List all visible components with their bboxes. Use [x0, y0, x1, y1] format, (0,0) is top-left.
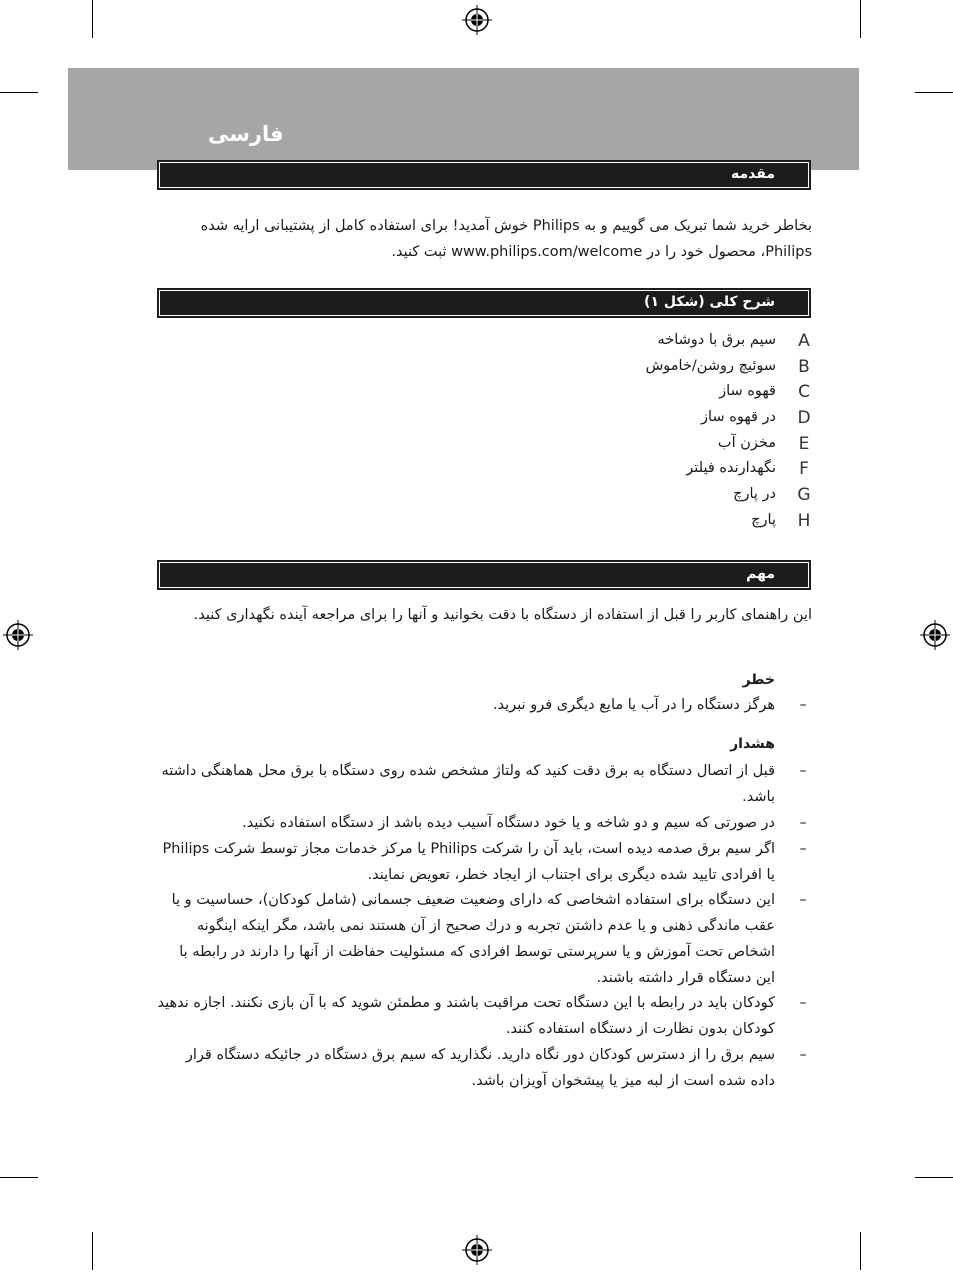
crop-mark-top-left-horizontal: [0, 92, 38, 93]
warning-item-text: قبل از اتصال دستگاه به برق دقت کنید که ولتاژ مشخص شده روی دستگاه با برق محل هماهنگی داشته باشد.: [161, 763, 775, 805]
crop-mark-bottom-right-vertical: [860, 1232, 861, 1270]
danger-title: خطر: [742, 672, 775, 688]
bullet-dash: –: [799, 815, 807, 831]
section-bar-intro: [157, 160, 811, 190]
part-letter: E: [798, 433, 810, 454]
part-letter: B: [798, 356, 810, 377]
part-label: در پارچ: [733, 486, 776, 503]
warning-item-text: در صورتی که سیم و دو شاخه و یا خود دستگاه آسیب دیده باشد از دستگاه استفاده نکنید.: [242, 815, 775, 831]
language-title: فارسی: [208, 122, 284, 146]
crop-mark-top-right-vertical: [860, 0, 861, 38]
part-item: [560, 459, 813, 485]
part-label: نگهدارنده فیلتر: [686, 460, 776, 477]
crop-mark-bottom-right-horizontal: [915, 1177, 953, 1178]
part-item: [560, 331, 813, 357]
part-item: [560, 357, 813, 383]
intro-paragraph: بخاطر خرید شما تبریک می گوییم و به Philips خوش آمدید! برای استفاده کامل از پشتیبانی ارایه شده Philips، محصول خود را در www.philips.com/welcome ثبت کنید.: [200, 218, 812, 260]
part-letter: A: [798, 331, 810, 351]
warning-title: هشدار: [730, 736, 775, 752]
bullet-dash: –: [799, 697, 807, 713]
section-bar-important: [157, 560, 811, 590]
part-letter: D: [797, 408, 811, 429]
section-heading-intro: مقدمه: [731, 166, 775, 182]
part-letter: F: [799, 459, 809, 480]
part-letter: C: [798, 382, 810, 403]
part-label: قهوه ساز: [719, 383, 776, 400]
warning-item-text: اگر سیم برق صدمه دیده است، باید آن را شرکت Philips یا مرکز خدمات مجاز توسط شرکت Philips یا افرادی تایید شده دیگری برای اجتناب از ایجاد خطر، تعویض نمایند.: [162, 841, 775, 883]
warning-item-text: کودکان باید در رابطه با این دستگاه تحت مراقبت باشند و مطمئن شوید که با آن بازی نکنند. اجازه ندهید کودکان بدون نظارت از دستگاه استفاده کنند.: [157, 995, 775, 1037]
part-letter: G: [797, 485, 811, 506]
part-label: سوئیچ روشن/خاموش: [645, 357, 776, 374]
part-label: سیم برق با دوشاخه: [657, 332, 776, 348]
section-bar-overview: [157, 288, 811, 318]
parts-list: [560, 331, 813, 537]
part-label: در قهوه ساز: [701, 409, 776, 426]
registration-mark-right-icon: [920, 620, 950, 650]
part-item: [560, 485, 813, 511]
part-label: مخزن آب: [717, 434, 776, 451]
danger-item-text: هرگز دستگاه را در آب یا مایع دیگری فرو نبرید.: [492, 697, 775, 713]
part-item: [560, 382, 813, 408]
registration-mark-left-icon: [3, 620, 33, 650]
part-letter: H: [797, 510, 811, 531]
header-band: [68, 68, 859, 170]
warning-item-text: این دستگاه برای استفاده اشخاصی که دارای وضعیت ضعیف جسمانی (شامل کودکان)، حساسیت و یا عقب ماندگی ذهنی و یا عدم داشتن تجربه و درك صحیح از آن هستند نمی باشد، مگر اینکه اینگونه اشخاص تحت آموزش و یا سرپرستی توسط افرادی که مسئولیت حفاظت از آنها را دارند در رابطه با این دستگاه قرار داشته باشند.: [171, 892, 775, 986]
section-heading-overview: شرح کلی (شکل ۱): [644, 294, 775, 310]
crop-mark-bottom-left-vertical: [92, 1232, 93, 1270]
part-item: [560, 511, 813, 537]
bullet-dash: –: [799, 1047, 807, 1063]
bullet-dash: –: [799, 841, 807, 857]
part-item: [560, 408, 813, 434]
registration-mark-bottom-icon: [462, 1235, 492, 1265]
crop-mark-top-left-vertical: [92, 0, 93, 38]
bullet-dash: –: [799, 763, 807, 779]
bullet-dash: –: [799, 892, 807, 908]
registration-mark-top-icon: [462, 5, 492, 35]
warning-item-text: سیم برق را از دسترس کودکان دور نگاه دارید. نگذارید که سیم برق دستگاه در جائیکه دستگاه قرار داده شده است از لبه میز یا پیشخوان آویزان باشد.: [185, 1047, 775, 1089]
part-label: پارچ: [751, 511, 776, 528]
bullet-dash: –: [799, 995, 807, 1011]
crop-mark-bottom-left-horizontal: [0, 1177, 38, 1178]
part-item: [560, 434, 813, 460]
section-heading-important: مهم: [746, 566, 775, 582]
important-paragraph: این راهنمای کاربر را قبل از استفاده از دستگاه با دقت بخوانید و آنها را برای مراجعه آینده نگهداری کنید.: [193, 607, 812, 623]
crop-mark-top-right-horizontal: [915, 92, 953, 93]
